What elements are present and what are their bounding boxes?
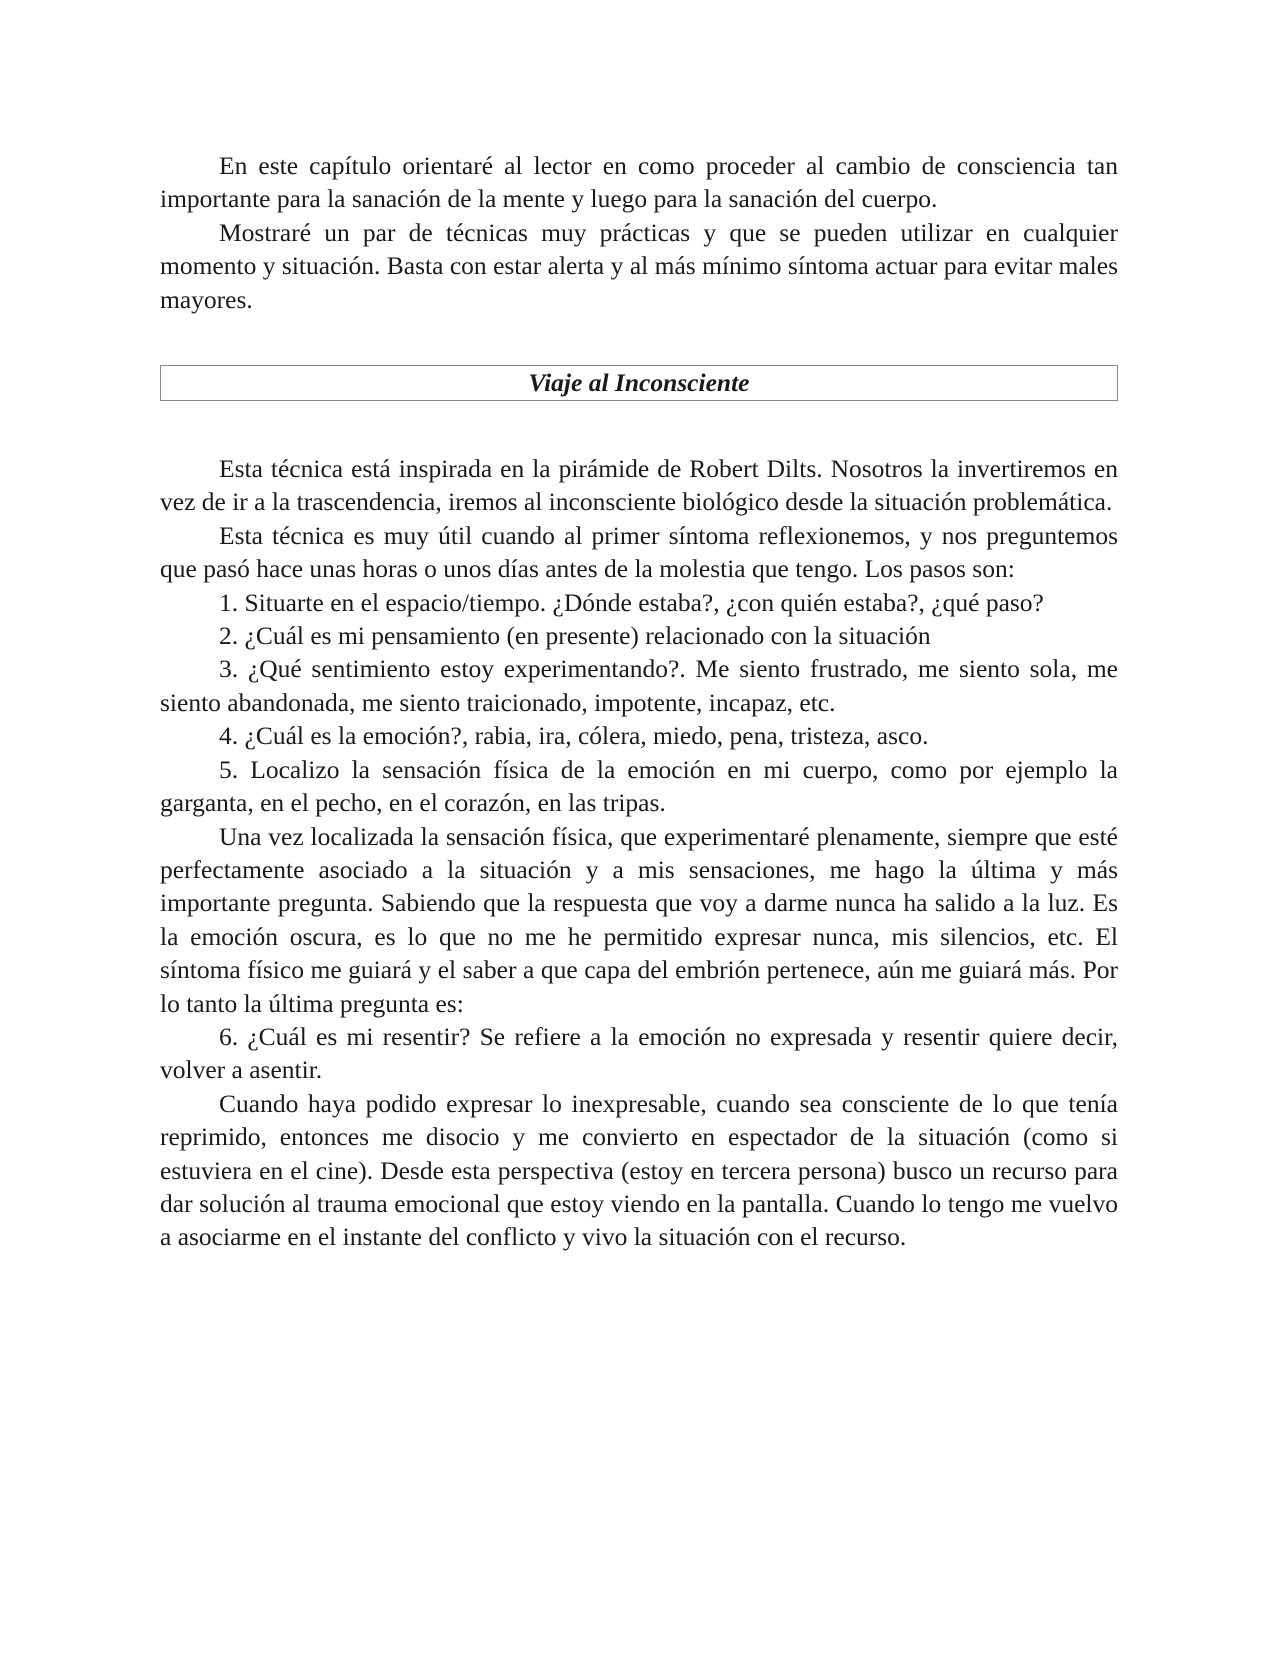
document-page bbox=[160, 149, 1118, 1254]
step-3: 3. ¿Qué sentimiento estoy experimentando?. Me siento frustrado, me siento sola, me siento abandonada, me siento traicionado, impotente, incapaz, etc. bbox=[160, 654, 1118, 717]
step-5: 5. Localizo la sensación física de la emoción en mi cuerpo, como por ejemplo la garganta, en el pecho, en el corazón, en las tripas. bbox=[160, 754, 1118, 818]
body-paragraph-1: Esta técnica está inspirada en la pirámide de Robert Dilts. Nosotros la invertiremos en vez de ir a la trascendencia, iremos al inconsciente biológico desde la situación problemática. bbox=[160, 454, 1118, 517]
step-4: 4. ¿Cuál es la emoción?, rabia, ira, cólera, miedo, pena, tristeza, asco. bbox=[219, 721, 929, 751]
step-6: 6. ¿Cuál es mi resentir? Se refiere a la emoción no expresada y resentir quiere decir, volver a asentir. bbox=[160, 1021, 1118, 1085]
intro-paragraph-2: Mostraré un par de técnicas muy prácticas y que se pueden utilizar en cualquier momento y situación. Basta con estar alerta y al más mínimo síntoma actuar para evitar males mayores. bbox=[160, 217, 1118, 314]
step-2: 2. ¿Cuál es mi pensamiento (en presente) relacionado con la situación bbox=[219, 621, 931, 651]
step-1: 1. Situarte en el espacio/tiempo. ¿Dónde estaba?, ¿con quién estaba?, ¿qué paso? bbox=[219, 587, 1044, 617]
body-paragraph-final-question: Una vez localizada la sensación física, que experimentaré plenamente, siempre que esté perfectamente asociado a la situación y a mis sensaciones, me hago la última y más importante pregunta. Sabiendo que la respuesta que voy a darme nunca ha salido a la luz. Es la emoción oscura, es lo que no me he permitido expresar nunca, mis silencios, etc. El síntoma físico me guiará y el saber a que capa del embrión pertenece, aún me guiará más. Por lo tanto la última pregunta es: bbox=[160, 821, 1118, 1018]
body-paragraph-closing: Cuando haya podido expresar lo inexpresable, cuando sea consciente de lo que tenía reprimido, entonces me disocio y me convierto en espectador de la situación (como si estuviera en el cine). Desde esta perspectiva (estoy en tercera persona) busco un recurso para dar solución al trauma emocional que estoy viendo en la pantalla. Cuando lo tengo me vuelvo a asociarme en el instante del conflicto y vivo la situación con el recurso. bbox=[160, 1088, 1118, 1252]
section-heading: Viaje al Inconsciente bbox=[160, 365, 1118, 401]
body-paragraph-2: Esta técnica es muy útil cuando al primer síntoma reflexionemos, y nos preguntemos que pasó hace unas horas o unos días antes de la molestia que tengo. Los pasos son: bbox=[160, 520, 1118, 584]
intro-paragraph-1: En este capítulo orientaré al lector en como proceder al cambio de consciencia tan importante para la sanación de la mente y luego para la sanación del cuerpo. bbox=[160, 151, 1118, 214]
